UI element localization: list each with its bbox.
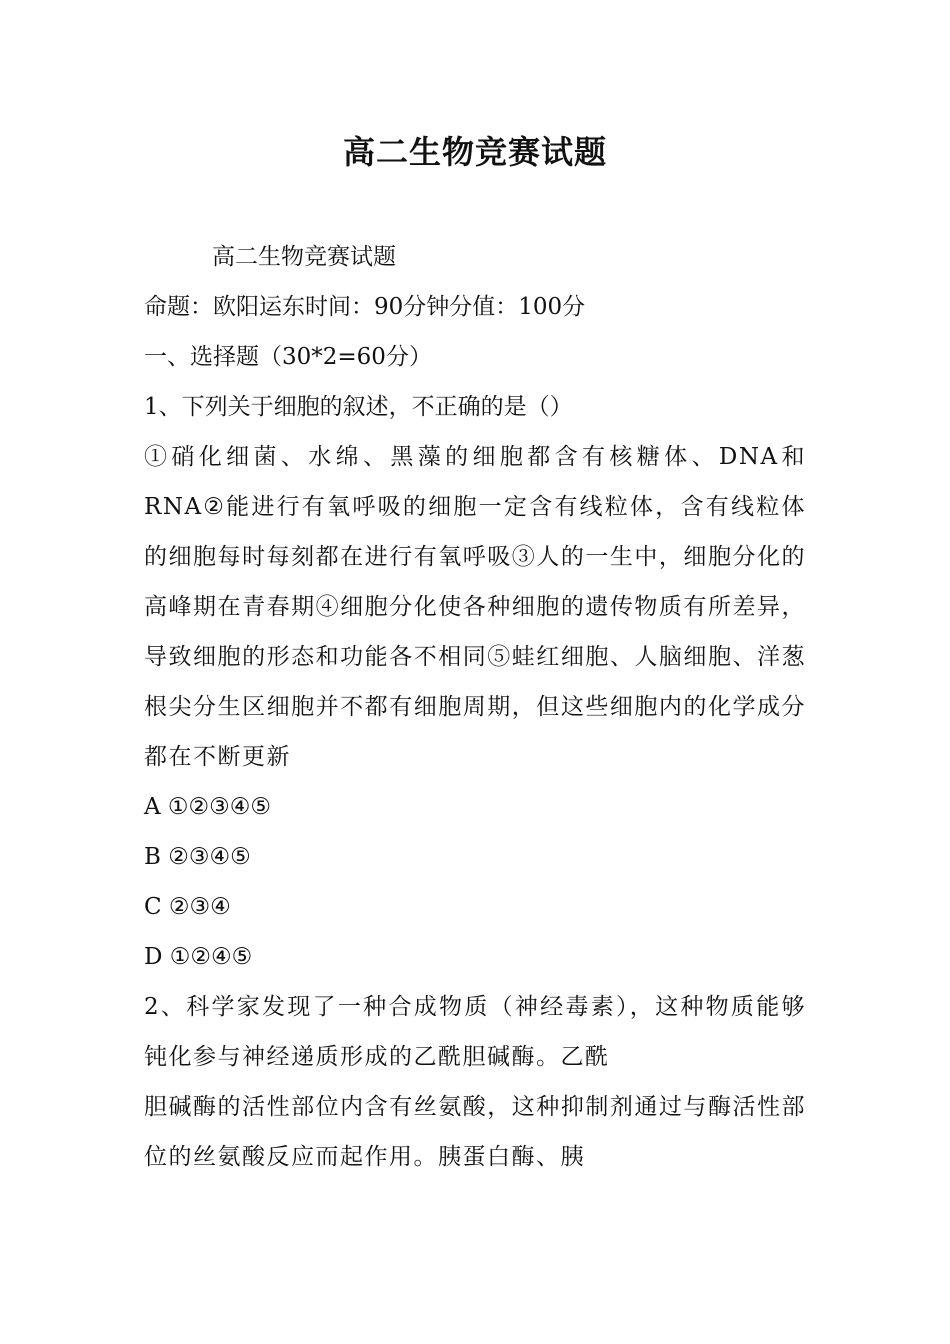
question-1-option-c: C ②③④ <box>144 894 231 920</box>
document-subtitle: 高二生物竞赛试题 <box>212 244 396 270</box>
exam-meta-line: 命题：欧阳运东时间：90分钟分值：100分 <box>144 294 586 320</box>
question-1-stem: 1、下列关于细胞的叙述，不正确的是（） <box>144 394 573 420</box>
page-title: 高二生物竞赛试题 <box>342 133 607 171</box>
section-heading: 一、选择题（30*2=60分） <box>144 344 432 370</box>
question-1-option-b: B ②③④⑤ <box>144 844 251 870</box>
document-body <box>144 232 806 1182</box>
question-1-option-a: A ①②③④⑤ <box>144 794 272 820</box>
question-2-stem-part1: 2、科学家发现了一种合成物质（神经毒素），这种物质能够钝化参与神经递质形成的乙酰胆碱酶。乙酰 <box>144 994 806 1070</box>
question-1-option-d: D ①②④⑤ <box>144 944 253 970</box>
question-2-stem-part2: 胆碱酶的活性部位内含有丝氨酸，这种抑制剂通过与酶活性部位的丝氨酸反应而起作用。胰蛋白酶、胰 <box>144 1094 806 1170</box>
question-1-body: ①硝化细菌、水绵、黑藻的细胞都含有核糖体、DNA和RNA②能进行有氧呼吸的细胞一定含有线粒体，含有线粒体的细胞每时每刻都在进行有氧呼吸③人的一生中，细胞分化的高峰期在青春期④细胞分化使各种细胞的遗传物质有所差异，导致细胞的形态和功能各不相同⑤蛙红细胞、人脑细胞、洋葱根尖分生区细胞并不都有细胞周期，但这些细胞内的化学成分都在不断更新 <box>144 444 806 770</box>
